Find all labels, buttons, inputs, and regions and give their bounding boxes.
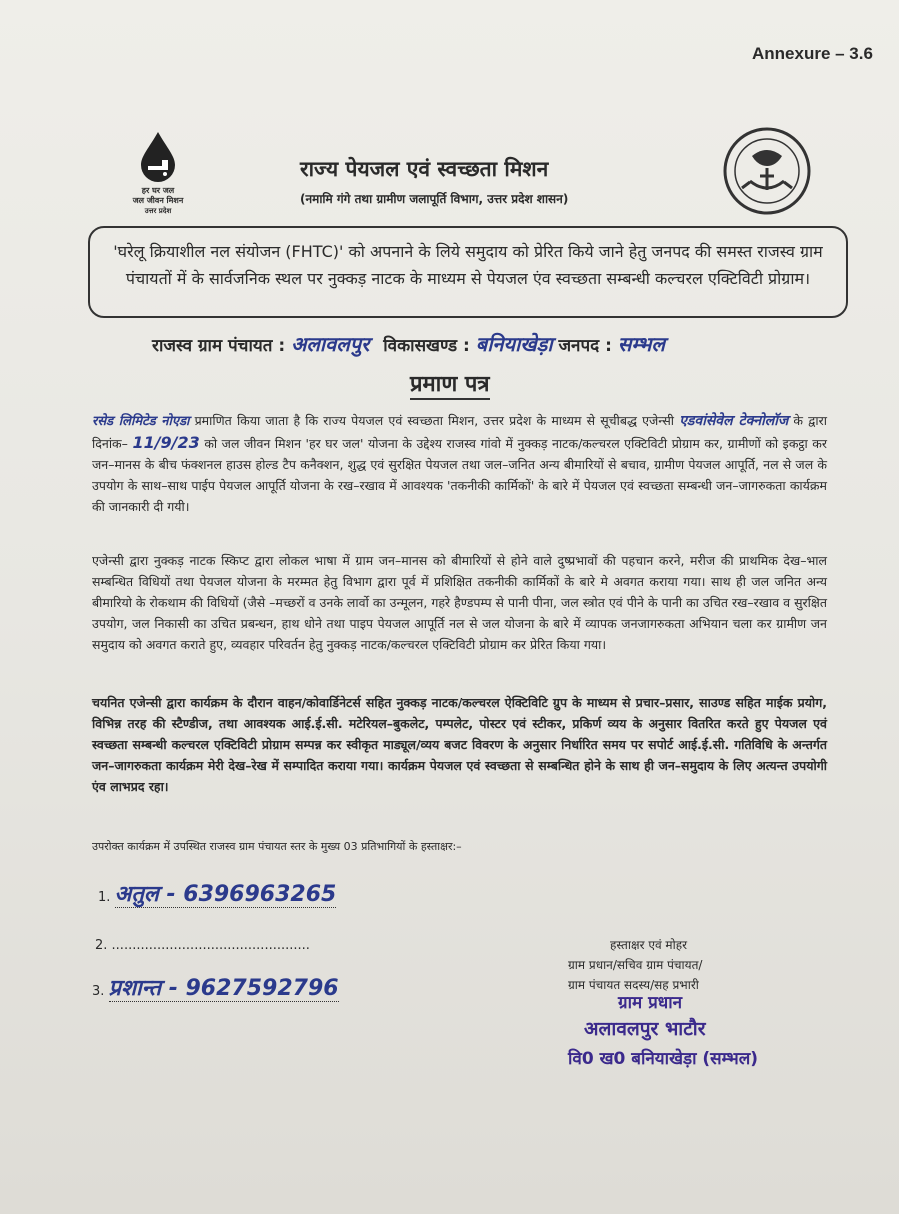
stamp-role-line: ग्राम प्रधान/सचिव ग्राम पंचायत/ [568, 958, 703, 972]
signature-2-blank: ................................................ [111, 938, 310, 953]
date-handwritten: 11/9/23 [132, 433, 200, 452]
agency-name-handwritten-b: एडवांसेवेल टेक्नोलॉज [679, 413, 789, 429]
signature-3-hand: प्रशान्त - 9627592796 [108, 976, 339, 1001]
header-subtitle: (नमामि गंगे तथा ग्रामीण जलापूर्ति विभाग, उत्तर प्रदेश शासन) [300, 192, 569, 206]
logo-line-2: जल जीवन मिशन [132, 196, 184, 205]
signature-2 [95, 938, 310, 953]
stamp-role-line-2: ग्राम पंचायत सदस्य/सह प्रभारी [568, 978, 699, 992]
signature-1 [98, 878, 336, 908]
certificate-heading: प्रमाण पत्र [410, 368, 490, 400]
signature-1-hand: अतुल - 6396963265 [114, 882, 337, 907]
header-title: राज्य पेयजल एवं स्वच्छता मिशन [300, 157, 549, 181]
signature-2-number: 2. [95, 938, 108, 953]
certificate-paragraph-1 [92, 410, 827, 517]
water-drop-icon [135, 130, 181, 182]
logo-line-1: हर घर जल [141, 186, 175, 195]
block-value: बनियाखेड़ा [475, 332, 553, 356]
panchayat-label: राजस्व ग्राम पंचायत : [152, 336, 286, 356]
stamp-ink-designation: ग्राम प्रधान [618, 993, 683, 1013]
panchayat-value: अलावलपुर [291, 332, 370, 356]
certificate-paragraph-2: एजेन्सी द्वारा नुक्कड़ नाटक स्किप्ट द्वारा लोकल भाषा में ग्राम जन–मानस को बीमारियों से होने वाले दुष्प्रभावों की पहचान करने, मरीज की प्राथमिक देख–भाल सम्बन्धित विधियों तथा पेयजल योजना के मरम्मत हेतु विभाग द्वारा पूर्व में प्रशिक्षित तकनीकी कार्मिकों के बारे मे अवगत कराया गया। साथ ही जल जनित अन्य बीमारियो के रोकथाम की विधियों (जैसे –मच्छरों व उनके लार्वो का उन्मूलन, गहरे हैण्डपम्प से पानी पीना, जल स्त्रोत एवं पीने के पानी का उचित रख–रखाव व सुरक्षित उपयोग, जल निकासी का उचित प्रबन्धन, हाथ धोने तथा पाइप पेयजल आपूर्ति नल से जल योजना के बारे में व्यापक जनजागरुकता अभियान चला कर ग्रामीण जन समुदाय को अवगत कराते हुए, व्यवहार परिवर्तन हेतु नुक्कड़ नाटक/कल्चरल एक्टिविटी प्रोग्राम कर प्रेरित किया गया। [92, 553, 827, 652]
certificate-paragraph-3: चयनित एजेन्सी द्वारा कार्यक्रम के दौरान वाहन/कोवार्डिनेटर्स सहित नुक्कड़ नाटक/कल्चरल ऐक्टिविटि ग्रुप के माध्यम से प्रचार–प्रसार, साउण्ड सहित माईक प्रयोग, विभिन्न तरह की स्टैण्डीज, तथा आवश्यक आई.ई.सी. मटेरियल–बुकलेट, पम्पलेट, पोस्टर एवं स्टीकर, प्रकिर्ण व्यय के अनुसार वितरित करते हुए पेयजल एवं स्वच्छता सम्बन्धी कल्चरल एक्टिविटी प्रोग्राम सम्पन्न कर स्वीकृत माड्यूल/व्यय बजट विवरण के अनुसार निर्धारित समय पर सपोर्ट आई.ई.सी. गतिविधि के अन्तर्गत जन–जागरुकता कार्यक्रम मेरी देख–रेख में सम्पादित कराया गया। कार्यक्रम पेयजल एवं स्वच्छता से सम्बन्धित होने के साथ ही जन–समुदाय के लिए अत्यन्त उपयोगी एंव लाभप्रद रहा। [92, 695, 827, 794]
signatures-intro: उपरोक्त कार्यक्रम में उपस्थित राजस्व ग्राम पंचायत स्तर के मुख्य 03 प्रतिभागियों के हस्ताक्षर:– [92, 840, 462, 853]
signature-3-number: 3. [92, 984, 105, 999]
program-description-box [88, 226, 848, 318]
para1-text-c: को जल जीवन मिशन 'हर घर जल' योजना के उद्देश्य राजस्व गांवो में नुक्कड़ नाटक/कल्चरल एक्टिविटी प्रोग्राम कर, ग्रामीणों को इकट्ठा कर जन–मानस के बीच फंक्शनल हाउस होल्ड टैप कनैक्शन, शुद्ध एवं सुरक्षित पेयजल तथा जल–जनित अन्य बीमारियों से बचाव, ग्रामीण पेयजल आपूर्ति, नल से जल के उपयोग के साथ–साथ पाईप पेयजल आपूर्ति योजना के रख–रखाव में आवश्यक 'तकनीकी कार्मिकों' के बारे में पेयजल एवं स्वच्छता सम्बन्धी जन–जागरुकता कार्यक्रम की जानकारी दी गयी। [92, 436, 827, 514]
stamp-block [568, 935, 808, 1069]
har-ghar-jal-logo [118, 130, 198, 216]
district-label: जनपद : [558, 336, 612, 356]
annexure-label: Annexure – 3.6 [752, 44, 873, 63]
block-label: विकासखण्ड : [383, 336, 470, 356]
stamp-ink-block: वि0 ख0 बनियाखेड़ा (सम्भल) [568, 1049, 758, 1069]
stamp-ink-village: अलावलपुर भाटौर [584, 1018, 706, 1040]
district-value: सम्भल [617, 332, 665, 356]
up-government-seal-icon [722, 126, 812, 216]
program-description: 'घरेलू क्रियाशील नल संयोजन (FHTC)' को अपनाने के लिये समुदाय को प्रेरित किये जाने हेतु जनपद की समस्त राजस्व ग्राम पंचायतों में के सार्वजनिक स्थल पर नुक्कड़ नाटक के माध्यम से पेयजल एंव स्वच्छता सम्बन्धी कल्चरल एक्टिविटी प्रोग्राम। [113, 242, 823, 288]
panchayat-line [152, 330, 665, 357]
para1-text-b: के द्वारा दिनांक– [92, 413, 827, 451]
signature-1-number: 1. [98, 890, 111, 905]
logo-line-3: उत्तर प्रदेश [144, 207, 172, 215]
agency-name-handwritten-a: रसेड लिमिटेड नोएडा [92, 414, 190, 429]
signature-3 [92, 972, 339, 1002]
stamp-heading: हस्ताक्षर एवं मोहर [610, 938, 688, 952]
para1-text-a: प्रमाणित किया जाता है कि राज्य पेयजल एवं स्वच्छता मिशन, उत्तर प्रदेश के माध्यम से सूचीबद्ध एजेन्सी [194, 413, 675, 428]
